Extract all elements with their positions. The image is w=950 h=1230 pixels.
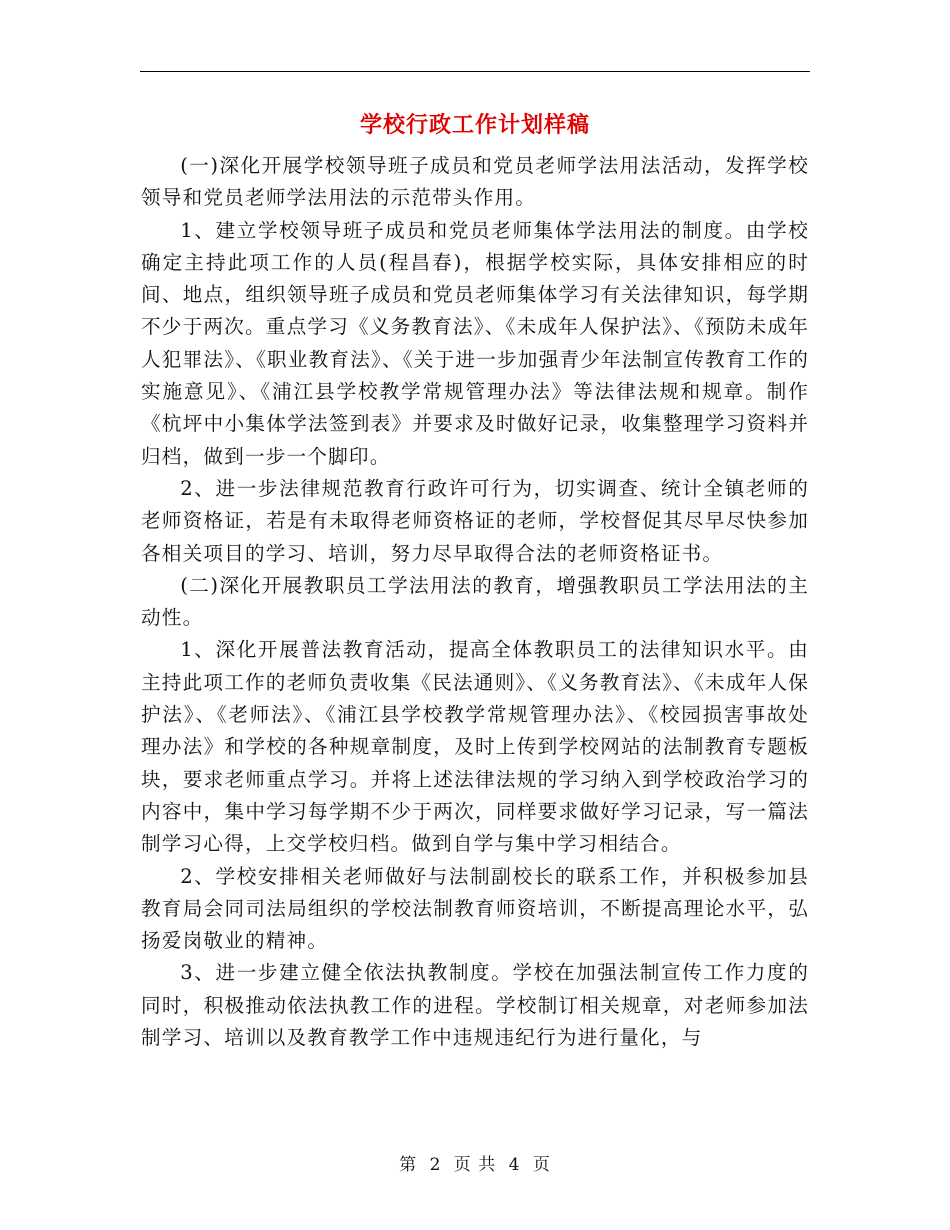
paragraph-section-2-heading: (二)深化开展教职员工学法用法的教育，增强教职员工学法用法的主动性。: [141, 573, 809, 630]
footer-suffix: 页: [532, 1155, 551, 1175]
footer-page-number: 2: [429, 1155, 442, 1175]
paragraph-item-2-1: 1、深化开展普法教育活动，提高全体教职员工的法律知识水平。由主持此项工作的老师负责收集《民法通则》、《义务教育法》、《未成年人保护法》、《老师法》、《浦江县学校教学常规管理办法》、《校园损害事故处理办法》和学校的各种规章制度，及时上传到学校网站的法制教育专题板块，要求老师重点学习。并将上述法律法规的学习纳入到学校政治学习的内容中，集中学习每学期不少于两次，同样要求做好学习记录，写一篇法制学习心得，上交学校归档。做到自学与集中学习相结合。: [141, 638, 809, 856]
paragraph-item-2-2: 2、学校安排相关老师做好与法制副校长的联系工作，并积极参加县教育局会同司法局组织的学校法制教育师资培训，不断提高理论水平，弘扬爱岗敬业的精神。: [141, 864, 809, 953]
paragraph-section-1-heading: (一)深化开展学校领导班子成员和党员老师学法用法活动，发挥学校领导和党员老师学法用法的示范带头作用。: [141, 154, 809, 210]
document-title: 学校行政工作计划样稿: [359, 112, 590, 138]
header-rule: [140, 71, 810, 72]
footer-total-pages: 4: [508, 1155, 521, 1175]
footer-middle: 页 共: [453, 1155, 497, 1175]
page-footer: [0, 1153, 950, 1177]
document-body: [141, 150, 809, 1054]
paragraph-item-1-1: 1、建立学校领导班子成员和党员老师集体学法用法的制度。由学校确定主持此项工作的人员(程昌春)，根据学校实际，具体安排相应的时间、地点，组织领导班子成员和党员老师集体学习有关法律知识，每学期不少于两次。重点学习《义务教育法》、《未成年人保护法》、《预防未成年人犯罪法》、《职业教育法》、《关于进一步加强青少年法制宣传教育工作的实施意见》、《浦江县学校教学常规管理办法》等法律法规和规章。制作《杭坪中小集体学法签到表》并要求及时做好记录，收集整理学习资料并归档，做到一步一个脚印。: [141, 218, 809, 468]
paragraph-item-2-3: 3、进一步建立健全依法执教制度。学校在加强法制宣传工作力度的同时，积极推动依法执教工作的进程。学校制订相关规章，对老师参加法制学习、培训以及教育教学工作中违规违纪行为进行量化，与: [141, 961, 809, 1050]
paragraph-item-1-2: 2、进一步法律规范教育行政许可行为，切实调查、统计全镇老师的老师资格证，若是有未取得老师资格证的老师，学校督促其尽早尽快参加各相关项目的学习、培训，努力尽早取得合法的老师资格证书。: [141, 476, 809, 565]
footer-prefix: 第: [399, 1155, 418, 1175]
